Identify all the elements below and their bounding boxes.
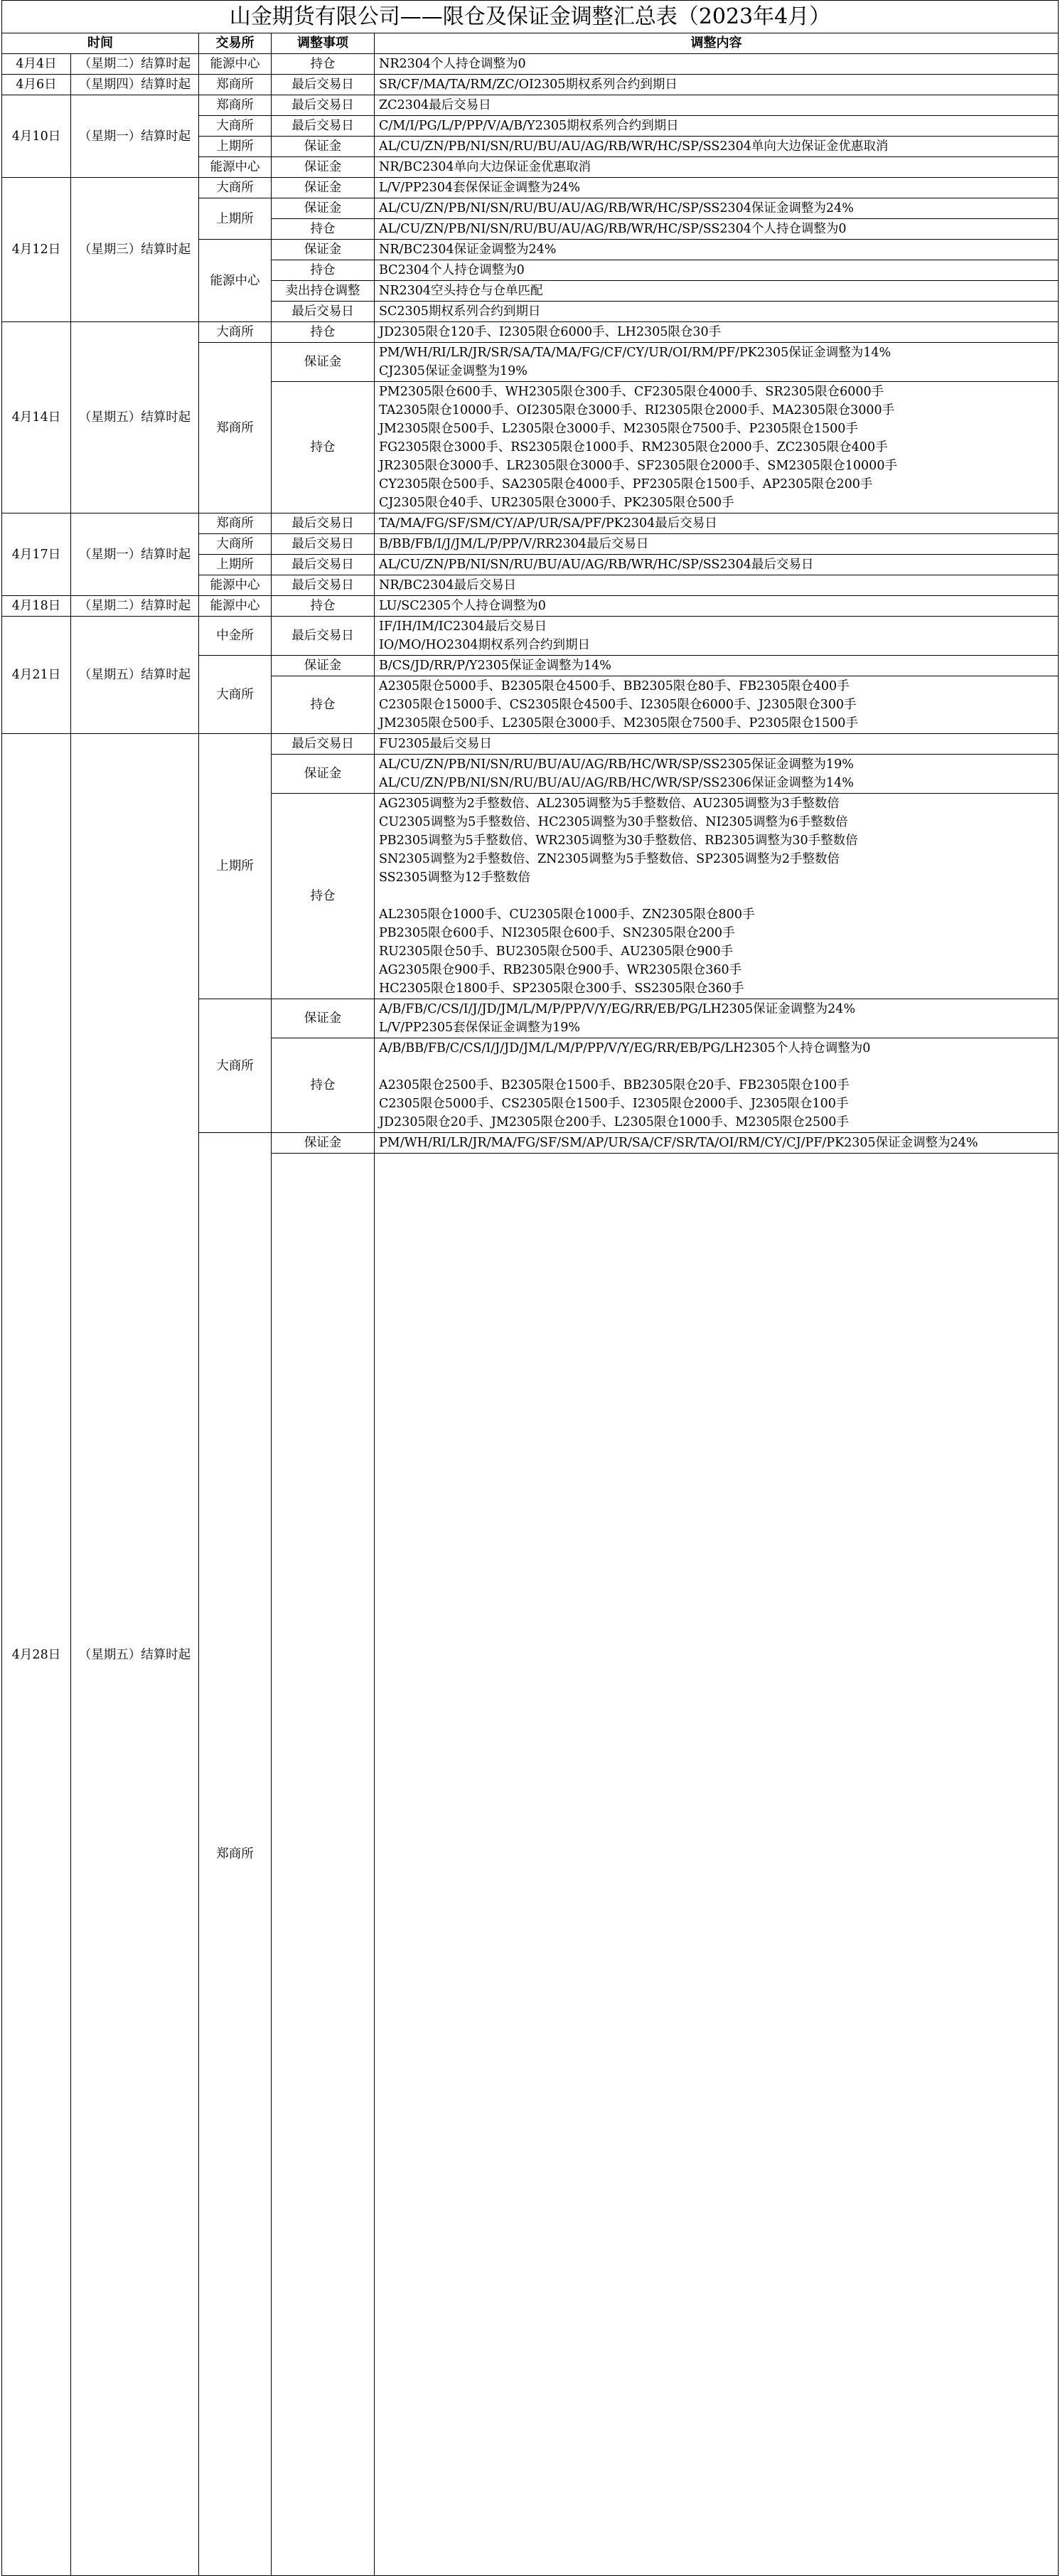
exchange-cell: 郑商所 — [199, 343, 272, 513]
header-time: 时间 — [2, 33, 199, 54]
content-cell — [375, 1154, 1059, 2576]
table-row — [2, 178, 1059, 198]
content-cell: SC2305期权系列合约到期日 — [375, 302, 1059, 322]
item-cell — [272, 1154, 375, 2576]
header-item: 调整事项 — [272, 33, 375, 54]
item-cell: 持仓 — [272, 219, 375, 240]
content-cell: LU/SC2305个人持仓调整为0 — [375, 596, 1059, 617]
exchange-cell: 能源中心 — [199, 157, 272, 178]
content-cell: IF/IH/IM/IC2304最后交易日 IO/MO/HO2304期权系列合约到期日 — [375, 617, 1059, 656]
content-cell — [375, 794, 1059, 999]
content-cell: AL/CU/ZN/PB/NI/SN/RU/BU/AU/AG/RB/HC/WR/SP/SS2305保证金调整为19% AL/CU/ZN/PB/NI/SN/RU/BU/AU/AG/RB/HC/WR/SP/SS2306保证金调整为14% — [375, 755, 1059, 794]
content-cell: NR/BC2304最后交易日 — [375, 575, 1059, 596]
exchange-cell: 上期所 — [199, 734, 272, 999]
table-row — [2, 54, 1059, 75]
content-cell: A/B/FB/C/CS/I/J/JD/JM/L/M/P/PP/V/Y/EG/RR/EB/PG/LH2305保证金调整为24% L/V/PP2305套保保证金调整为19% — [375, 999, 1059, 1038]
exchange-cell: 大商所 — [199, 656, 272, 734]
table-title: 山金期货有限公司——限仓及保证金调整汇总表（2023年4月） — [1, 0, 1059, 33]
content-cell: JD2305限仓120手、I2305限仓6000手、LH2305限仓30手 — [375, 322, 1059, 343]
item-cell: 最后交易日 — [272, 575, 375, 596]
date-cell: 4月18日 — [2, 596, 71, 617]
exchange-cell: 能源中心 — [199, 54, 272, 75]
item-cell: 保证金 — [272, 999, 375, 1038]
item-cell: 持仓 — [272, 322, 375, 343]
content-cell: AL/CU/ZN/PB/NI/SN/RU/BU/AU/AG/RB/WR/HC/SP/SS2304保证金调整为24% — [375, 198, 1059, 219]
content-paragraph: AL2305限仓1000手、CU2305限仓1000手、ZN2305限仓800手 PB2305限仓600手、NI2305限仓600手、SN2305限仓200手 RU2305限仓50手、BU2305限仓500手、AU2305限仓900手 AG2305限仓900手、RB2305限仓900手、WR2305限仓360手 HC2305限仓1800手、SP2305限仓300手、SS2305限仓360手 — [379, 908, 755, 996]
exchange-cell: 上期所 — [199, 555, 272, 575]
item-cell: 持仓 — [272, 794, 375, 999]
content-cell: A/B/BB/FB/C/CS/I/J/JD/JM/L/M/P/PP/V/Y/EG/RR/EB/PG/LH2305个人持仓调整为0 A2305限仓2500手、B2305限仓1500手、BB2305限仓20手、FB2305限仓100手 C2305限仓5000手、CS2305限仓1500手、I2305限仓2000手、J2305限仓100手 JD2305限仓20手、JM2305限仓200手、L2305限仓1000手、M2305限仓2500手 — [375, 1038, 1059, 1133]
content-cell: NR2304空头持仓与仓单匹配 — [375, 281, 1059, 302]
item-cell: 持仓 — [272, 382, 375, 513]
item-cell: 保证金 — [272, 198, 375, 219]
exchange-cell: 能源中心 — [199, 596, 272, 617]
date-cell: 4月28日 — [2, 734, 71, 2576]
item-cell: 最后交易日 — [272, 95, 375, 116]
content-cell: PM/WH/RI/LR/JR/MA/FG/SF/SM/AP/UR/SA/CF/SR/TA/OI/RM/CY/CJ/PF/PK2305保证金调整为24% — [375, 1133, 1059, 1154]
weekday-cell: （星期三）结算时起 — [71, 178, 199, 322]
exchange-cell: 上期所 — [199, 137, 272, 157]
item-cell: 持仓 — [272, 596, 375, 617]
weekday-cell: （星期五）结算时起 — [71, 322, 199, 513]
item-cell: 持仓 — [272, 260, 375, 281]
table-row — [2, 596, 1059, 617]
item-cell: 卖出持仓调整 — [272, 281, 375, 302]
content-cell: AL/CU/ZN/PB/NI/SN/RU/BU/AU/AG/RB/WR/HC/SP/SS2304个人持仓调整为0 — [375, 219, 1059, 240]
exchange-cell: 郑商所 — [199, 75, 272, 95]
exchange-cell: 能源中心 — [199, 575, 272, 596]
item-cell: 最后交易日 — [272, 734, 375, 755]
content-cell: PM/WH/RI/LR/JR/SR/SA/TA/MA/FG/CF/CY/UR/OI/RM/PF/PK2305保证金调整为14% CJ2305保证金调整为19% — [375, 343, 1059, 382]
item-cell: 保证金 — [272, 240, 375, 260]
item-cell: 最后交易日 — [272, 555, 375, 575]
content-cell: BC2304个人持仓调整为0 — [375, 260, 1059, 281]
content-cell: SR/CF/MA/TA/RM/ZC/OI2305期权系列合约到期日 — [375, 75, 1059, 95]
content-cell: NR2304个人持仓调整为0 — [375, 54, 1059, 75]
date-cell: 4月17日 — [2, 513, 71, 596]
exchange-cell: 中金所 — [199, 617, 272, 656]
adjustment-table — [1, 33, 1059, 2576]
table-row — [2, 95, 1059, 116]
content-cell: TA/MA/FG/SF/SM/CY/AP/UR/SA/PF/PK2304最后交易日 — [375, 513, 1059, 534]
header-exchange: 交易所 — [199, 33, 272, 54]
header-content: 调整内容 — [375, 33, 1059, 54]
exchange-cell: 郑商所 — [199, 513, 272, 534]
table-row — [2, 75, 1059, 95]
item-cell: 最后交易日 — [272, 617, 375, 656]
item-cell: 最后交易日 — [272, 116, 375, 137]
date-cell: 4月12日 — [2, 178, 71, 322]
table-row — [2, 617, 1059, 656]
content-cell: FU2305最后交易日 — [375, 734, 1059, 755]
exchange-cell: 大商所 — [199, 534, 272, 555]
item-cell: 保证金 — [272, 343, 375, 382]
item-cell: 保证金 — [272, 755, 375, 794]
item-cell: 持仓 — [272, 1038, 375, 1133]
item-cell: 持仓 — [272, 676, 375, 734]
table-row — [2, 513, 1059, 534]
content-paragraph: AG2305调整为2手整数倍、AL2305调整为5手整数倍、AU2305调整为3手整数倍 CU2305调整为5手整数倍、HC2305调整为30手整数倍、NI2305调整为6手整数倍 PB2305调整为5手整数倍、WR2305调整为30手整数倍、RB2305调整为30手整数倍 SN2305调整为2手整数倍、ZN2305调整为5手整数倍、SP2305调整为2手整数倍 SS2305调整为12手整数倍 — [379, 797, 858, 885]
weekday-cell: （星期四）结算时起 — [71, 75, 199, 95]
item-cell: 最后交易日 — [272, 75, 375, 95]
weekday-cell: （星期一）结算时起 — [71, 513, 199, 596]
item-cell: 保证金 — [272, 178, 375, 198]
header-row — [2, 33, 1059, 54]
exchange-cell: 郑商所 — [199, 1133, 272, 2576]
weekday-cell: （星期五）结算时起 — [71, 617, 199, 734]
exchange-cell: 上期所 — [199, 198, 272, 240]
exchange-cell: 能源中心 — [199, 240, 272, 322]
exchange-cell: 郑商所 — [199, 95, 272, 116]
date-cell: 4月4日 — [2, 54, 71, 75]
exchange-cell: 大商所 — [199, 322, 272, 343]
item-cell: 保证金 — [272, 157, 375, 178]
table-row — [2, 322, 1059, 343]
item-cell: 持仓 — [272, 54, 375, 75]
weekday-cell: （星期二）结算时起 — [71, 596, 199, 617]
date-cell: 4月14日 — [2, 322, 71, 513]
weekday-cell: （星期二）结算时起 — [71, 54, 199, 75]
content-cell: A2305限仓5000手、B2305限仓4500手、BB2305限仓80手、FB2305限仓400手 C2305限仓15000手、CS2305限仓4500手、I2305限仓6000手、J2305限仓300手 JM2305限仓500手、L2305限仓3000手、M2305限仓7500手、P2305限仓1500手 — [375, 676, 1059, 734]
weekday-cell: （星期一）结算时起 — [71, 95, 199, 178]
date-cell: 4月21日 — [2, 617, 71, 734]
item-cell: 保证金 — [272, 656, 375, 676]
content-cell: C/M/I/PG/L/P/PP/V/A/B/Y2305期权系列合约到期日 — [375, 116, 1059, 137]
content-cell: PM2305限仓600手、WH2305限仓300手、CF2305限仓4000手、SR2305限仓6000手 TA2305限仓10000手、OI2305限仓3000手、RI2305限仓2000手、MA2305限仓3000手 JM2305限仓500手、L2305限仓3000手、M2305限仓7500手、P2305限仓1500手 FG2305限仓3000手、RS2305限仓1000手、RM2305限仓2000手、ZC2305限仓400手 JR2305限仓3000手、LR2305限仓3000手、SF2305限仓2000手、SM2305限仓10000手 CY2305限仓500手、SA2305限仓4000手、PF2305限仓1500手、AP2305限仓200手 CJ2305限仓40手、UR2305限仓3000手、PK2305限仓500手 — [375, 382, 1059, 513]
content-cell: B/BB/FB/I/J/JM/L/P/PP/V/RR2304最后交易日 — [375, 534, 1059, 555]
content-cell: NR/BC2304保证金调整为24% — [375, 240, 1059, 260]
weekday-cell: （星期五）结算时起 — [71, 734, 199, 2576]
content-cell: B/CS/JD/RR/P/Y2305保证金调整为14% — [375, 656, 1059, 676]
content-cell: AL/CU/ZN/PB/NI/SN/RU/BU/AU/AG/RB/WR/HC/SP/SS2304最后交易日 — [375, 555, 1059, 575]
date-cell: 4月6日 — [2, 75, 71, 95]
exchange-cell: 大商所 — [199, 116, 272, 137]
item-cell: 保证金 — [272, 137, 375, 157]
content-cell: NR/BC2304单向大边保证金优惠取消 — [375, 157, 1059, 178]
item-cell: 最后交易日 — [272, 302, 375, 322]
item-cell: 最后交易日 — [272, 513, 375, 534]
date-cell: 4月10日 — [2, 95, 71, 178]
exchange-cell: 大商所 — [199, 999, 272, 1133]
item-cell: 最后交易日 — [272, 534, 375, 555]
content-cell: L/V/PP2304套保保证金调整为24% — [375, 178, 1059, 198]
exchange-cell: 大商所 — [199, 178, 272, 198]
item-cell: 保证金 — [272, 1133, 375, 1154]
content-cell: ZC2304最后交易日 — [375, 95, 1059, 116]
content-cell: AL/CU/ZN/PB/NI/SN/RU/BU/AU/AG/RB/WR/HC/SP/SS2304单向大边保证金优惠取消 — [375, 137, 1059, 157]
table-row — [2, 734, 1059, 755]
